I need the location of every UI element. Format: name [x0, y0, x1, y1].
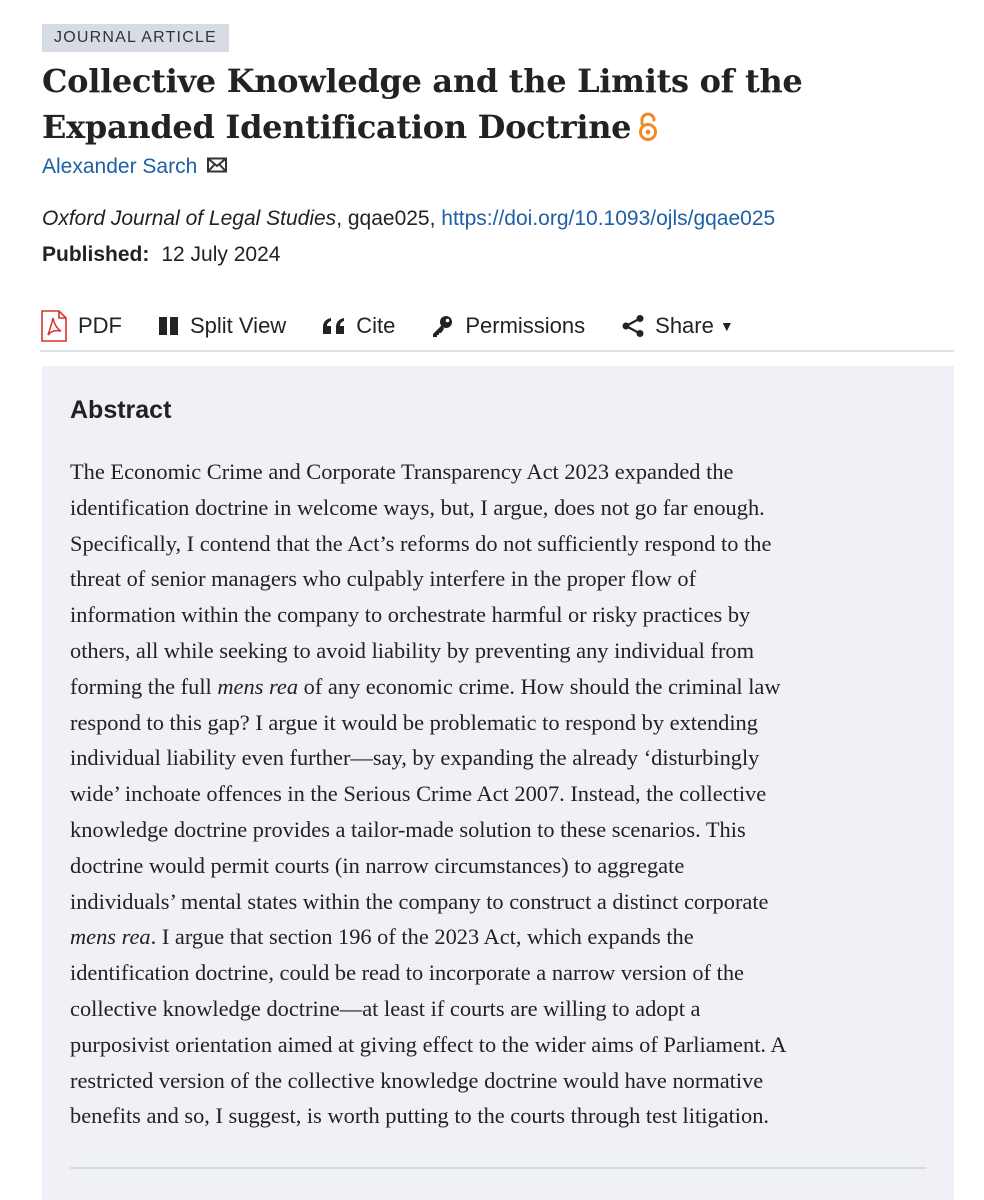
cite-label: Cite: [356, 313, 396, 338]
abstract-line: Specifically, I contend that the Act’s reforms do not sufficiently respond to the: [70, 530, 772, 556]
published-label: Published:: [42, 243, 150, 266]
share-button[interactable]: [621, 306, 734, 346]
abstract-line: threat of senior managers who culpably interfere in the proper flow of: [70, 566, 697, 592]
published-date-row: [42, 240, 280, 270]
article-id: , gqae025,: [336, 207, 442, 230]
quote-icon: [322, 317, 346, 335]
abstract-line: respond to this gap? I argue it would be problematic to respond by extending: [70, 709, 758, 735]
abstract-divider: [70, 1167, 926, 1169]
abstract-line: individuals’ mental states within the company to construct a distinct corporate: [70, 888, 769, 914]
abstract-line: benefits and so, I suggest, is worth putting to the courts through test litigation.: [70, 1103, 770, 1129]
split-view-icon: [158, 316, 180, 336]
mail-icon[interactable]: [207, 155, 227, 179]
abstract-line: knowledge doctrine provides a tailor-made solution to these scenarios. This: [70, 816, 746, 842]
pdf-button[interactable]: [40, 306, 122, 346]
published-date: 12 July 2024: [161, 243, 281, 266]
split-view-button[interactable]: [158, 306, 286, 346]
article-type-badge: JOURNAL ARTICLE: [42, 24, 229, 52]
title-line-2: Expanded Identification Doctrine: [42, 108, 632, 146]
abstract-text-segment: . I argue that section 196 of the 2023 Act, which expands the: [150, 924, 694, 950]
permissions-button[interactable]: [431, 306, 585, 346]
journal-name: Oxford Journal of Legal Studies: [42, 207, 337, 230]
mens-rea-italic: mens rea: [70, 924, 151, 950]
abstract-body: [70, 454, 932, 1134]
title-line-1: Collective Knowledge and the Limits of the: [42, 62, 803, 100]
abstract-line: The Economic Crime and Corporate Transparency Act 2023 expanded the: [70, 459, 734, 484]
share-label: Share: [655, 313, 714, 338]
chevron-down-icon: ▼: [719, 318, 734, 334]
key-icon: [431, 314, 455, 338]
abstract-line: wide’ inchoate offences in the Serious Crime Act 2007. Instead, the collective: [70, 781, 767, 807]
author-row: [42, 152, 227, 182]
pdf-icon: [40, 310, 68, 342]
open-access-lock-icon: [637, 108, 659, 154]
abstract-text-segment: forming the full: [70, 673, 218, 699]
abstract-line: others, all while seeking to avoid liability by preventing any individual from: [70, 637, 755, 663]
author-link[interactable]: Alexander Sarch: [42, 155, 198, 178]
abstract-line: [70, 919, 932, 955]
share-icon: [621, 314, 645, 338]
journal-citation: [42, 204, 775, 234]
abstract-line: identification doctrine, could be read to incorporate a narrow version of the: [70, 960, 744, 986]
abstract-line: doctrine would permit courts (in narrow circumstances) to aggregate: [70, 852, 685, 878]
abstract-line: identification doctrine in welcome ways, but, I argue, does not go far enough.: [70, 494, 765, 520]
article-toolbar: [40, 302, 954, 352]
abstract-line: collective knowledge doctrine—at least if courts are willing to adopt a: [70, 995, 701, 1021]
pdf-label: PDF: [78, 313, 122, 338]
abstract-line: restricted version of the collective knowledge doctrine would have normative: [70, 1067, 764, 1093]
abstract-heading: Abstract: [70, 396, 172, 424]
cite-button[interactable]: [322, 306, 395, 346]
permissions-label: Permissions: [465, 313, 586, 338]
article-title: [42, 58, 942, 154]
doi-link[interactable]: https://doi.org/10.1093/ojls/gqae025: [441, 207, 776, 230]
mens-rea-italic: mens rea: [217, 673, 299, 699]
split-view-label: Split View: [190, 313, 287, 338]
abstract-line: individual liability even further—say, by expanding the already ‘disturbingly: [70, 745, 760, 771]
abstract-line: [70, 669, 932, 705]
abstract-line: purposivist orientation aimed at giving effect to the wider aims of Parliament. A: [70, 1031, 787, 1057]
abstract-text-segment: of any economic crime. How should the criminal law: [298, 673, 781, 699]
abstract-section: [42, 366, 954, 1200]
abstract-line: information within the company to orchestrate harmful or risky practices by: [70, 602, 751, 628]
